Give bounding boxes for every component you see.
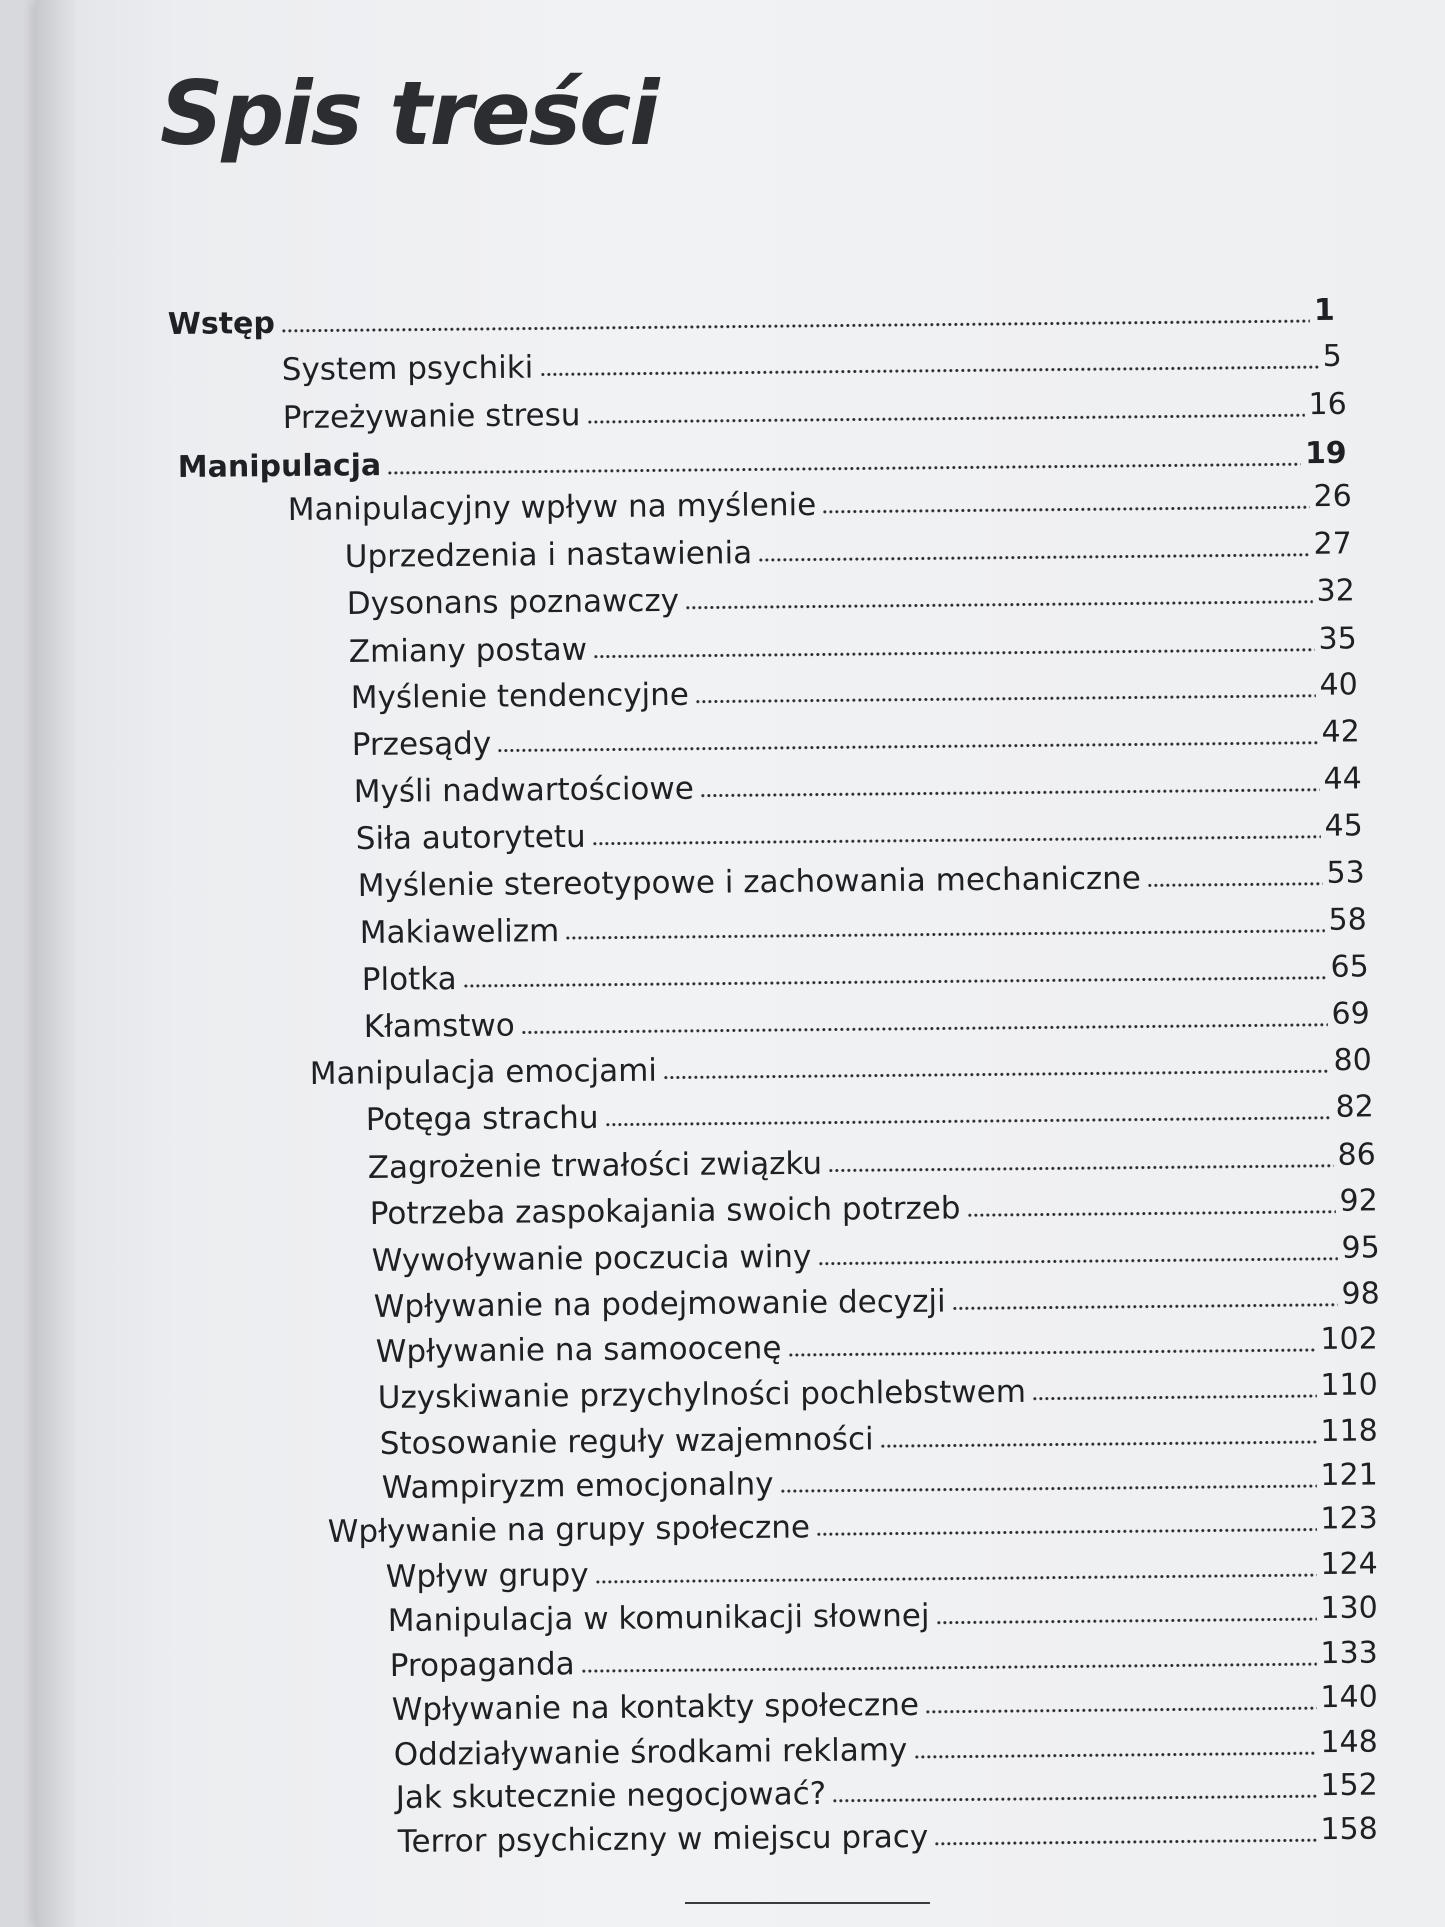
dot-leader (605, 1115, 1332, 1128)
toc-entry-page-number: 148 (1320, 1724, 1378, 1761)
toc-entry-label: Kłamstwo (363, 1007, 515, 1046)
toc-entry-label: Siła autorytetu (355, 818, 586, 858)
toc-entry-label: Plotka (361, 961, 457, 999)
toc-entry-label: Wpływanie na kontakty społeczne (391, 1686, 920, 1729)
dot-leader (700, 787, 1320, 799)
toc-entry-label: Stosowanie reguły wzajemności (379, 1421, 874, 1463)
dot-leader (581, 1661, 1317, 1674)
toc-entry-label: Propaganda (389, 1646, 575, 1685)
toc-entry-page-number: 42 (1321, 714, 1360, 750)
toc-entry-page-number: 53 (1326, 855, 1365, 891)
toc-entry (283, 382, 1347, 438)
toc-entry-page-number: 40 (1319, 667, 1358, 703)
toc-entry-label: Manipulacyjny wpływ na myślenie (287, 486, 817, 529)
toc-entry-label: Makiawelizm (359, 913, 560, 952)
toc-entry-label: Terror psychiczny w miejscu pracy (397, 1818, 929, 1861)
toc-entry-label: Manipulacja w komunikacji słownej (387, 1597, 930, 1640)
toc-entry (358, 850, 1365, 906)
dot-leader (880, 1439, 1317, 1449)
toc-entry-page-number: 69 (1331, 996, 1370, 1032)
toc-entry-page-number: 80 (1333, 1042, 1372, 1079)
toc-entry-page-number: 86 (1337, 1137, 1376, 1173)
dot-leader (925, 1705, 1317, 1715)
toc-entry (354, 756, 1362, 812)
toc-entry (282, 334, 1342, 390)
toc-entry-label: Manipulacja emocjami (309, 1052, 658, 1093)
toc-entry-page-number: 98 (1341, 1276, 1380, 1312)
dot-leader (663, 1068, 1330, 1080)
toc-entry-label: Jak skutecznie negocjować? (395, 1775, 827, 1817)
toc-entry-page-number: 35 (1318, 621, 1357, 657)
toc-entry-label: Przeżywanie stresu (282, 397, 581, 437)
dot-leader (952, 1302, 1338, 1312)
toc-entry-page-number: 82 (1335, 1089, 1374, 1125)
toc-entry-page-number: 27 (1313, 526, 1352, 562)
toc-entry-page-number: 121 (1320, 1457, 1378, 1493)
toc-entry-page-number: 110 (1320, 1367, 1378, 1403)
dot-leader (592, 834, 1321, 847)
dot-leader (828, 1163, 1334, 1174)
toc-entry-page-number: 123 (1320, 1500, 1378, 1537)
toc-entry-label: Wampiryzm emocjonalny (381, 1466, 774, 1507)
toc-entry-label: Dysonans poznawczy (346, 582, 680, 623)
toc-entry-label: Wpływanie na podejmowanie decyzji (373, 1283, 946, 1326)
toc-entry-label: Potrzeba zaspokajania swoich potrzeb (369, 1190, 961, 1233)
toc-entry-label: Wpływanie na grupy społeczne (327, 1509, 811, 1551)
toc-entry-page-number: 1 (1313, 292, 1335, 328)
toc-entry-label: Zagrożenie trwałości związku (367, 1145, 823, 1187)
toc-entry-label: Zmiany postaw (348, 631, 588, 671)
toc-entry (398, 1807, 1378, 1862)
toc-entry-page-number: 140 (1320, 1679, 1378, 1716)
dot-leader (780, 1483, 1317, 1494)
toc-entry-label: Manipulacja (177, 448, 382, 486)
toc-entry (366, 1084, 1374, 1140)
dot-leader (934, 1837, 1316, 1847)
toc-entry-label: Uprzedzenia i nastawienia (344, 535, 753, 576)
dot-leader (936, 1616, 1317, 1626)
dot-leader (695, 693, 1316, 705)
toc-entry (352, 709, 1360, 765)
toc-entry-label: Oddziaływanie środkami reklamy (393, 1732, 908, 1774)
toc-entry-page-number: 44 (1323, 761, 1362, 797)
toc-entry-page-number: 16 (1308, 386, 1347, 423)
toc-entry-label: Myślenie stereotypowe i zachowania mechaniczne (357, 860, 1142, 905)
dot-leader (758, 552, 1310, 563)
dot-leader (595, 1572, 1317, 1585)
dot-leader (967, 1209, 1336, 1219)
toc-entry-label: Myśli nadwartościowe (353, 770, 695, 811)
dot-leader (497, 740, 1317, 754)
toc-entry-page-number: 158 (1320, 1811, 1378, 1848)
toc-entry-label: Myślenie tendencyjne (350, 676, 690, 717)
toc-entry (345, 521, 1352, 577)
dot-leader (787, 1347, 1316, 1358)
toc-entry (370, 1178, 1378, 1234)
bottom-rule (685, 1902, 930, 1904)
dot-leader (387, 461, 1301, 476)
dot-leader (1032, 1393, 1317, 1402)
dot-leader (593, 647, 1315, 660)
toc-entry-page-number: 26 (1313, 478, 1352, 515)
toc-entry-page-number: 95 (1341, 1230, 1380, 1266)
dot-leader (281, 318, 1310, 334)
toc-entry (356, 803, 1363, 859)
toc-entry (347, 568, 1355, 624)
toc-entry (362, 944, 1369, 1000)
dot-leader (1147, 881, 1323, 889)
toc-entry-label: Potęga strachu (365, 1099, 599, 1139)
toc-entry-page-number: 92 (1339, 1183, 1378, 1219)
toc-entry-label: Wpływ grupy (385, 1557, 589, 1596)
toc-entry (351, 662, 1358, 718)
toc-entry-page-number: 152 (1320, 1767, 1378, 1804)
toc-entry-label: System psychiki (281, 349, 534, 389)
toc-entry-label: Przesądy (351, 725, 492, 764)
dot-leader (685, 599, 1313, 611)
dot-leader (565, 928, 1324, 941)
toc-entry-page-number: 65 (1330, 949, 1369, 985)
dot-leader (539, 364, 1318, 377)
dot-leader (586, 412, 1304, 425)
page-title: Spis treści (160, 62, 658, 165)
toc-entry-page-number: 58 (1328, 902, 1367, 938)
dot-leader (521, 1022, 1328, 1036)
dot-leader (822, 504, 1309, 515)
toc-entry-page-number: 118 (1320, 1413, 1378, 1449)
toc-entry-page-number: 5 (1322, 338, 1342, 375)
toc-entry-label: Wpływanie na samoocenę (375, 1330, 782, 1371)
toc-entry-page-number: 45 (1324, 808, 1363, 844)
toc-entry (360, 897, 1367, 953)
toc-entry-page-number: 32 (1316, 573, 1355, 609)
toc-entry-label: Wstęp (167, 305, 276, 343)
toc-entry-page-number: 102 (1320, 1321, 1378, 1357)
dot-leader (816, 1527, 1317, 1538)
toc-entry-label: Wywoływanie poczucia winy (371, 1238, 812, 1280)
dot-leader (913, 1750, 1316, 1760)
toc-entry-page-number: 19 (1304, 435, 1347, 472)
toc-entry-label: Uzyskiwanie przychylności pochlebstwem (377, 1373, 1027, 1417)
dot-leader (817, 1256, 1337, 1267)
dot-leader (463, 975, 1327, 989)
toc-entry-page-number: 124 (1320, 1546, 1378, 1583)
toc-entry-page-number: 130 (1320, 1590, 1378, 1627)
dot-leader (832, 1793, 1316, 1804)
toc-entry-page-number: 133 (1320, 1635, 1378, 1672)
toc-entry (288, 474, 1352, 530)
